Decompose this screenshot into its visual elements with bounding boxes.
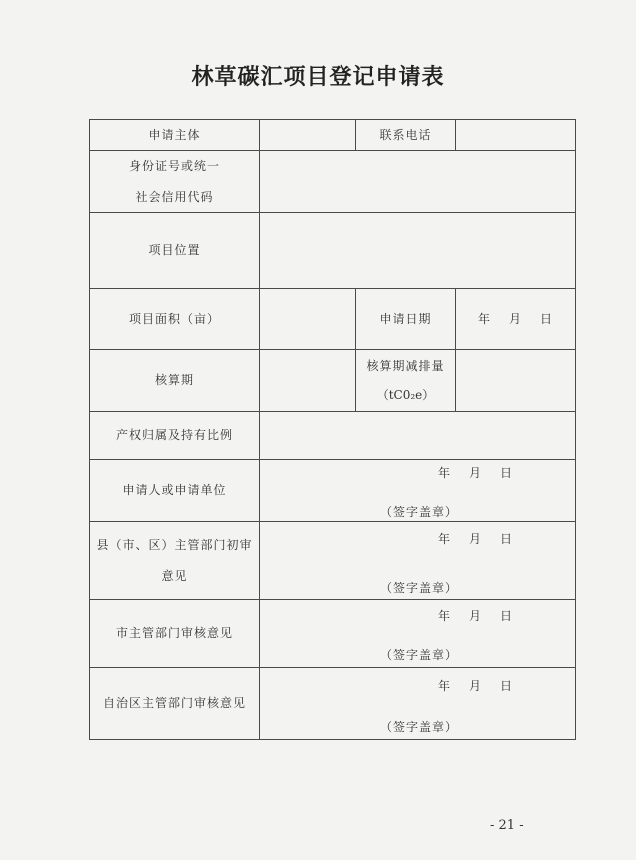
- apply-date-month: 月: [508, 311, 522, 326]
- applicant-unit-label: 申请人或申请单位: [90, 460, 260, 522]
- reduction-label-line2: （tC0₂e）: [376, 387, 435, 402]
- reduction-value[interactable]: [456, 350, 576, 412]
- apply-date-year: 年: [477, 311, 491, 326]
- applicant-label: 申请主体: [90, 120, 260, 151]
- id-code-label: [90, 151, 260, 213]
- area-label: 项目面积（亩）: [90, 289, 260, 350]
- row-id-code: [90, 151, 576, 213]
- ownership-value[interactable]: [260, 412, 576, 460]
- applicant-unit-month: 月: [469, 466, 483, 481]
- region-review-signature-cell[interactable]: [260, 668, 576, 740]
- row-accounting: [90, 350, 576, 412]
- id-code-label-line1: 身份证号或统一: [128, 159, 220, 174]
- reduction-label: [356, 350, 456, 412]
- city-review-year: 年: [438, 609, 452, 624]
- county-review-date: [438, 532, 513, 546]
- phone-value[interactable]: [456, 120, 576, 151]
- county-review-label-line2: 意见: [161, 568, 188, 583]
- apply-date-label: 申请日期: [356, 289, 456, 350]
- county-review-signature-cell[interactable]: [260, 522, 576, 600]
- county-review-month: 月: [469, 532, 483, 547]
- county-review-seal: （签字盖章）: [380, 580, 459, 595]
- area-value[interactable]: [260, 289, 356, 350]
- city-review-seal: （签字盖章）: [380, 647, 459, 662]
- region-review-date: [438, 679, 513, 693]
- row-location: [90, 213, 576, 289]
- row-applicant-unit: [90, 460, 576, 522]
- row-county-review: [90, 522, 576, 600]
- row-region-review: [90, 668, 576, 740]
- region-review-seal: （签字盖章）: [380, 719, 459, 734]
- ownership-label: 产权归属及持有比例: [90, 412, 260, 460]
- row-ownership: [90, 412, 576, 460]
- county-review-year: 年: [438, 532, 452, 547]
- county-review-label-line1: 县（市、区）主管部门初审: [96, 538, 253, 553]
- city-review-label: 市主管部门审核意见: [90, 600, 260, 668]
- region-review-month: 月: [469, 679, 483, 694]
- city-review-month: 月: [469, 609, 483, 624]
- apply-date-day: 日: [540, 311, 554, 326]
- application-form-table: [89, 119, 576, 740]
- applicant-unit-year: 年: [438, 466, 452, 481]
- row-city-review: [90, 600, 576, 668]
- city-review-date: [438, 609, 513, 623]
- id-code-value[interactable]: [260, 151, 576, 213]
- apply-date-value[interactable]: [456, 289, 576, 350]
- form-title: 林草碳汇项目登记申请表: [191, 64, 445, 90]
- row-applicant: [90, 120, 576, 151]
- city-review-day: 日: [500, 609, 514, 624]
- accounting-period-value[interactable]: [260, 350, 356, 412]
- applicant-unit-day: 日: [500, 466, 514, 481]
- page-number: - 21 -: [490, 818, 524, 833]
- region-review-label: 自治区主管部门审核意见: [90, 668, 260, 740]
- row-area: [90, 289, 576, 350]
- id-code-label-line2: 社会信用代码: [135, 189, 214, 204]
- applicant-unit-signature-cell[interactable]: [260, 460, 576, 522]
- region-review-day: 日: [500, 679, 514, 694]
- phone-label: 联系电话: [356, 120, 456, 151]
- accounting-period-label: 核算期: [90, 350, 260, 412]
- county-review-day: 日: [500, 532, 514, 547]
- applicant-unit-date: [438, 466, 513, 480]
- applicant-value[interactable]: [260, 120, 356, 151]
- county-review-label: [90, 522, 260, 600]
- location-label: 项目位置: [90, 213, 260, 289]
- reduction-label-line1: 核算期减排量: [366, 359, 445, 374]
- region-review-year: 年: [438, 679, 452, 694]
- city-review-signature-cell[interactable]: [260, 600, 576, 668]
- location-value[interactable]: [260, 213, 576, 289]
- applicant-unit-seal: （签字盖章）: [380, 504, 459, 519]
